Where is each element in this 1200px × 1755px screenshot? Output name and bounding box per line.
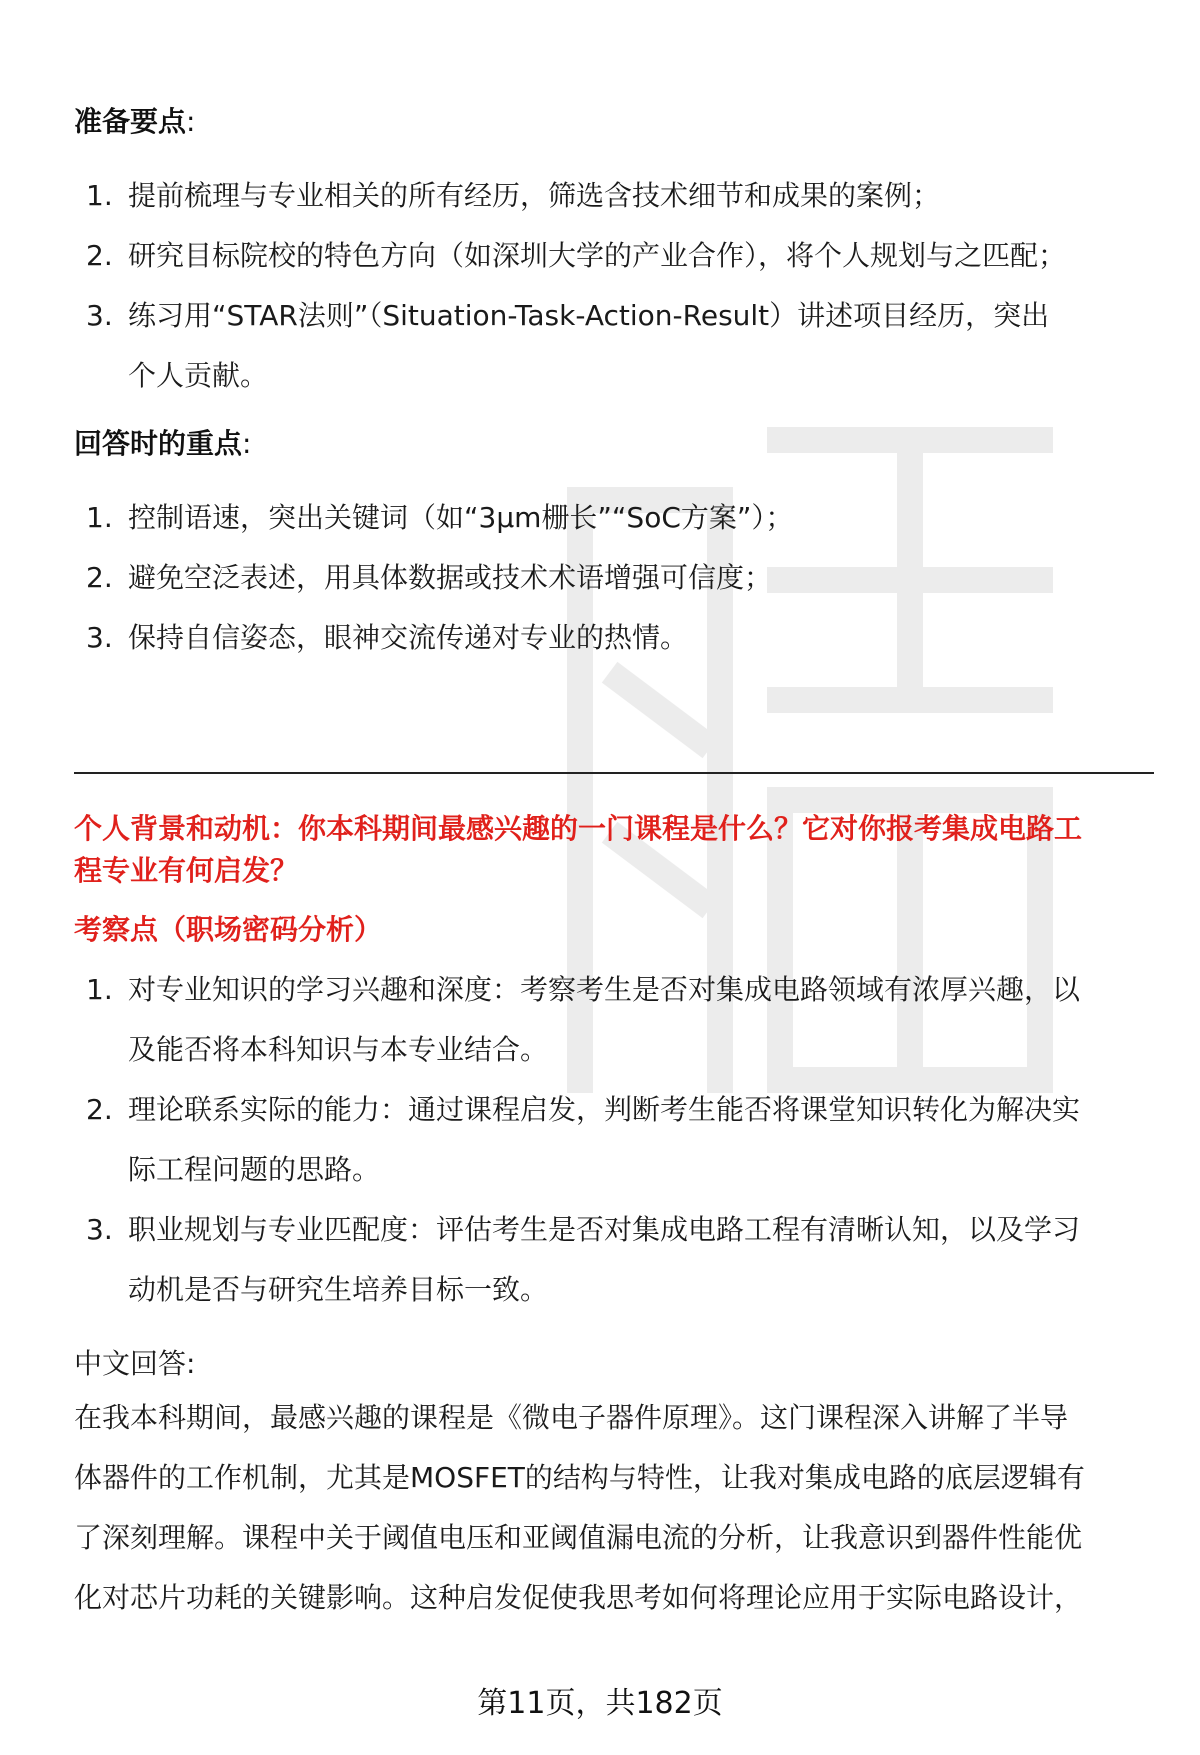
list-number: 1. <box>86 973 113 1006</box>
answer-line: 在我本科期间，最感兴趣的课程是《微电子器件原理》。这门课程深入讲解了半导 <box>74 1401 1069 1434</box>
list-number: 1. <box>86 501 113 534</box>
list-text: 避免空泛表述，用具体数据或技术术语增强可信度； <box>128 561 773 594</box>
question-line: 程专业有何启发？ <box>74 854 299 887</box>
list-number: 3. <box>86 1213 113 1246</box>
list-item <box>74 608 1154 668</box>
list-text: 练习用“STAR法则”（Situation-Task-Action-Result）讲述项目经历，突出 <box>128 299 1050 332</box>
list-number: 1. <box>86 179 113 212</box>
list-item <box>74 1080 1154 1200</box>
answer-focus-list <box>74 488 1154 668</box>
list-item <box>74 548 1154 608</box>
section-heading-answer-focus <box>74 422 251 462</box>
list-text-continued: 际工程问题的思路。 <box>128 1153 381 1186</box>
list-item <box>74 488 1154 548</box>
heading-colon: : <box>242 427 252 460</box>
list-number: 2. <box>86 239 113 272</box>
list-number: 2. <box>86 561 113 594</box>
list-text-continued: 动机是否与研究生培养目标一致。 <box>128 1273 549 1306</box>
list-text: 提前梳理与专业相关的所有经历，筛选含技术细节和成果的案例； <box>128 179 941 212</box>
list-text: 对专业知识的学习兴趣和深度：考察考生是否对集成电路领域有浓厚兴趣，以 <box>128 973 1081 1006</box>
answer-line: 化对芯片功耗的关键影响。这种启发促使我思考如何将理论应用于实际电路设计， <box>74 1581 1083 1614</box>
question-title <box>74 808 1154 892</box>
answer-paragraph <box>74 1388 1154 1628</box>
list-text: 职业规划与专业匹配度：评估考生是否对集成电路工程有清晰认知，以及学习 <box>128 1213 1081 1246</box>
heading-text: 准备要点 <box>74 105 187 138</box>
page-number-footer: 第11页，共182页 <box>477 1686 723 1721</box>
preparation-list <box>74 166 1154 406</box>
list-text: 保持自信姿态，眼神交流传递对专业的热情。 <box>128 621 689 654</box>
list-text: 研究目标院校的特色方向（如深圳大学的产业合作），将个人规划与之匹配； <box>128 239 1067 272</box>
exam-points-list <box>74 960 1154 1320</box>
list-text: 控制语速，突出关键词（如“3μm栅长”“SoC方案”）； <box>128 501 794 534</box>
section-heading-preparation <box>74 100 195 140</box>
list-item <box>74 226 1154 286</box>
list-number: 2. <box>86 1093 113 1126</box>
list-text: 理论联系实际的能力：通过课程启发，判断考生能否将课堂知识转化为解决实 <box>128 1093 1081 1126</box>
exam-points-heading: 考察点（职场密码分析） <box>74 913 383 946</box>
list-item <box>74 1200 1154 1320</box>
answer-line: 体器件的工作机制，尤其是MOSFET的结构与特性，让我对集成电路的底层逻辑有 <box>74 1461 1085 1494</box>
answer-line: 了深刻理解。课程中关于阈值电压和亚阈值漏电流的分析，让我意识到器件性能优 <box>74 1521 1083 1554</box>
heading-colon: : <box>186 105 196 138</box>
answer-label: 中文回答: <box>74 1347 196 1380</box>
list-text-continued: 及能否将本科知识与本专业结合。 <box>128 1033 549 1066</box>
question-line: 个人背景和动机：你本科期间最感兴趣的一门课程是什么？它对你报考集成电路工 <box>74 812 1083 845</box>
list-item <box>74 286 1154 406</box>
heading-text: 回答时的重点 <box>74 427 243 460</box>
section-divider <box>74 772 1154 774</box>
list-number: 3. <box>86 299 113 332</box>
list-text-continued: 个人贡献。 <box>128 359 269 392</box>
list-number: 3. <box>86 621 113 654</box>
list-item <box>74 960 1154 1080</box>
list-item <box>74 166 1154 226</box>
